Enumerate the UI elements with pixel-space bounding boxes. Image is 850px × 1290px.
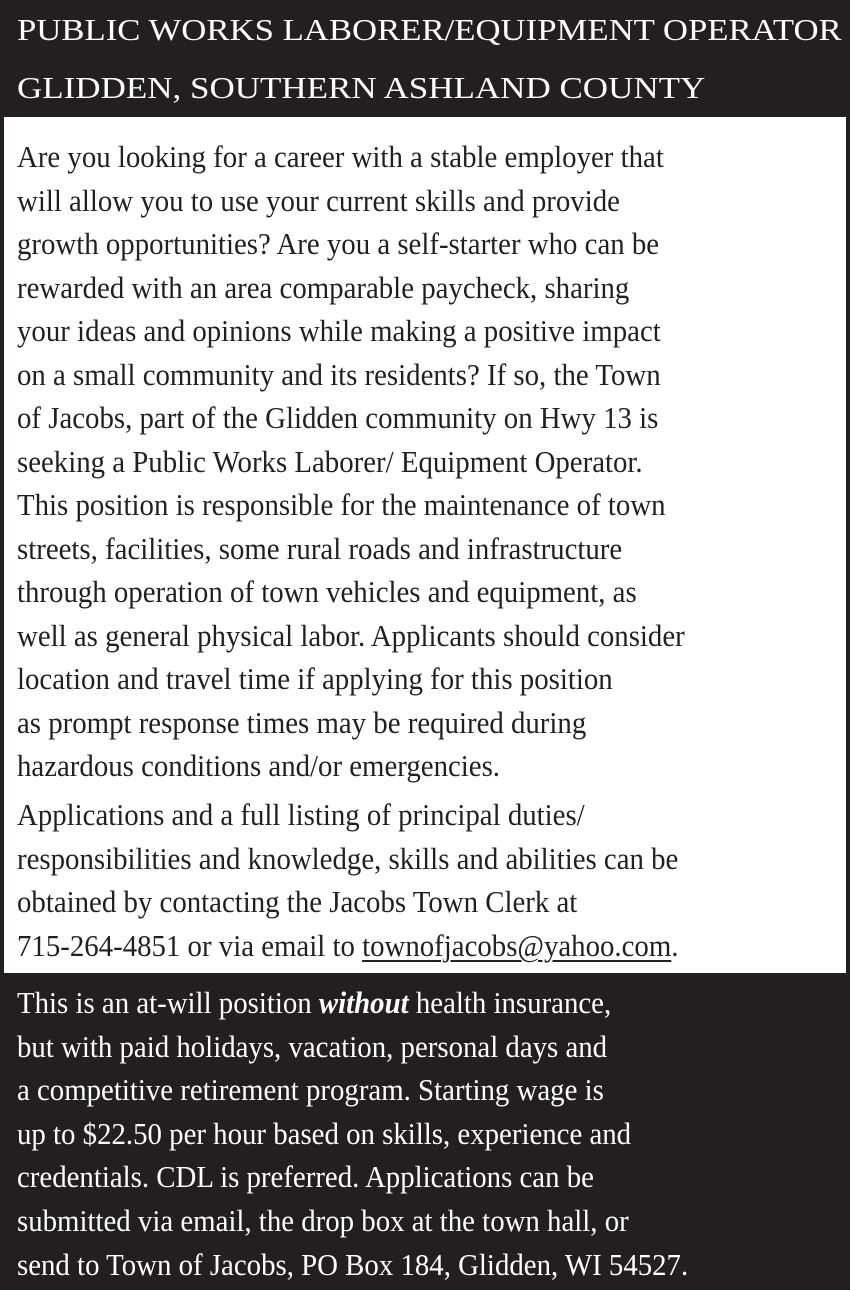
intro-line: well as general physical labor. Applicants should consider	[17, 617, 685, 653]
intro-line: of Jacobs, part of the Glidden community on Hwy 13 is	[17, 400, 659, 435]
intro-paragraph	[17, 135, 735, 788]
benefits-line: a competitive retirement program. Starting wage is	[17, 1072, 604, 1108]
job-title: PUBLIC WORKS LABORER/EQUIPMENT OPERATOR	[17, 12, 842, 47]
intro-line: as prompt response times may be required during	[17, 704, 587, 740]
benefits-line: credentials. CDL is preferred. Applications can be	[17, 1159, 594, 1195]
intro-line: Are you looking for a career with a stable employer that	[17, 139, 664, 174]
phone-text: 715-264-4851 or via email to	[17, 927, 363, 963]
email-link[interactable]: townofjacobs@yahoo.com	[362, 927, 672, 963]
period: .	[671, 927, 679, 963]
intro-line: seeking a Public Works Laborer/ Equipment Operator.	[17, 443, 643, 479]
benefits-text: This is an at-will position	[17, 985, 319, 1020]
intro-line: streets, facilities, some rural roads and infrastructure	[17, 530, 623, 566]
emphasis-without: without	[318, 985, 409, 1020]
intro-line: rewarded with an area comparable paycheck, sharing	[17, 269, 630, 305]
contact-line-with-email	[17, 924, 678, 968]
intro-line: will allow you to use your current skills and provide	[17, 182, 620, 218]
contact-line: obtained by contacting the Jacobs Town Clerk at	[17, 884, 578, 919]
intro-line: through operation of town vehicles and equipment, as	[17, 574, 637, 609]
intro-line: your ideas and opinions while making a positive impact	[17, 313, 661, 348]
benefits-text: health insurance,	[408, 985, 612, 1020]
intro-line: growth opportunities? Are you a self-starter who can be	[17, 226, 660, 261]
benefits-line: submitted via email, the drop box at the town hall, or	[17, 1202, 629, 1238]
intro-line: on a small community and its residents? If so, the Town	[17, 356, 661, 392]
intro-line: hazardous conditions and/or emergencies.	[17, 748, 501, 783]
benefits-line	[17, 981, 688, 1025]
intro-line: location and travel time if applying for this position	[17, 661, 613, 696]
ad-header	[0, 0, 850, 117]
description-panel	[4, 117, 846, 973]
benefits-paragraph	[17, 981, 739, 1286]
benefits-line: but with paid holidays, vacation, personal days and	[17, 1028, 608, 1064]
benefits-line: up to $22.50 per hour based on skills, experience and	[17, 1115, 632, 1151]
job-location: GLIDDEN, SOUTHERN ASHLAND COUNTY	[17, 70, 706, 105]
intro-line: This position is responsible for the maintenance of town	[17, 487, 666, 522]
benefits-line: send to Town of Jacobs, PO Box 184, Glidden, WI 54527.	[17, 1246, 689, 1282]
contact-line: Applications and a full listing of principal duties/	[17, 797, 585, 832]
contact-paragraph	[17, 793, 728, 967]
contact-line: responsibilities and knowledge, skills and abilities can be	[17, 840, 679, 876]
